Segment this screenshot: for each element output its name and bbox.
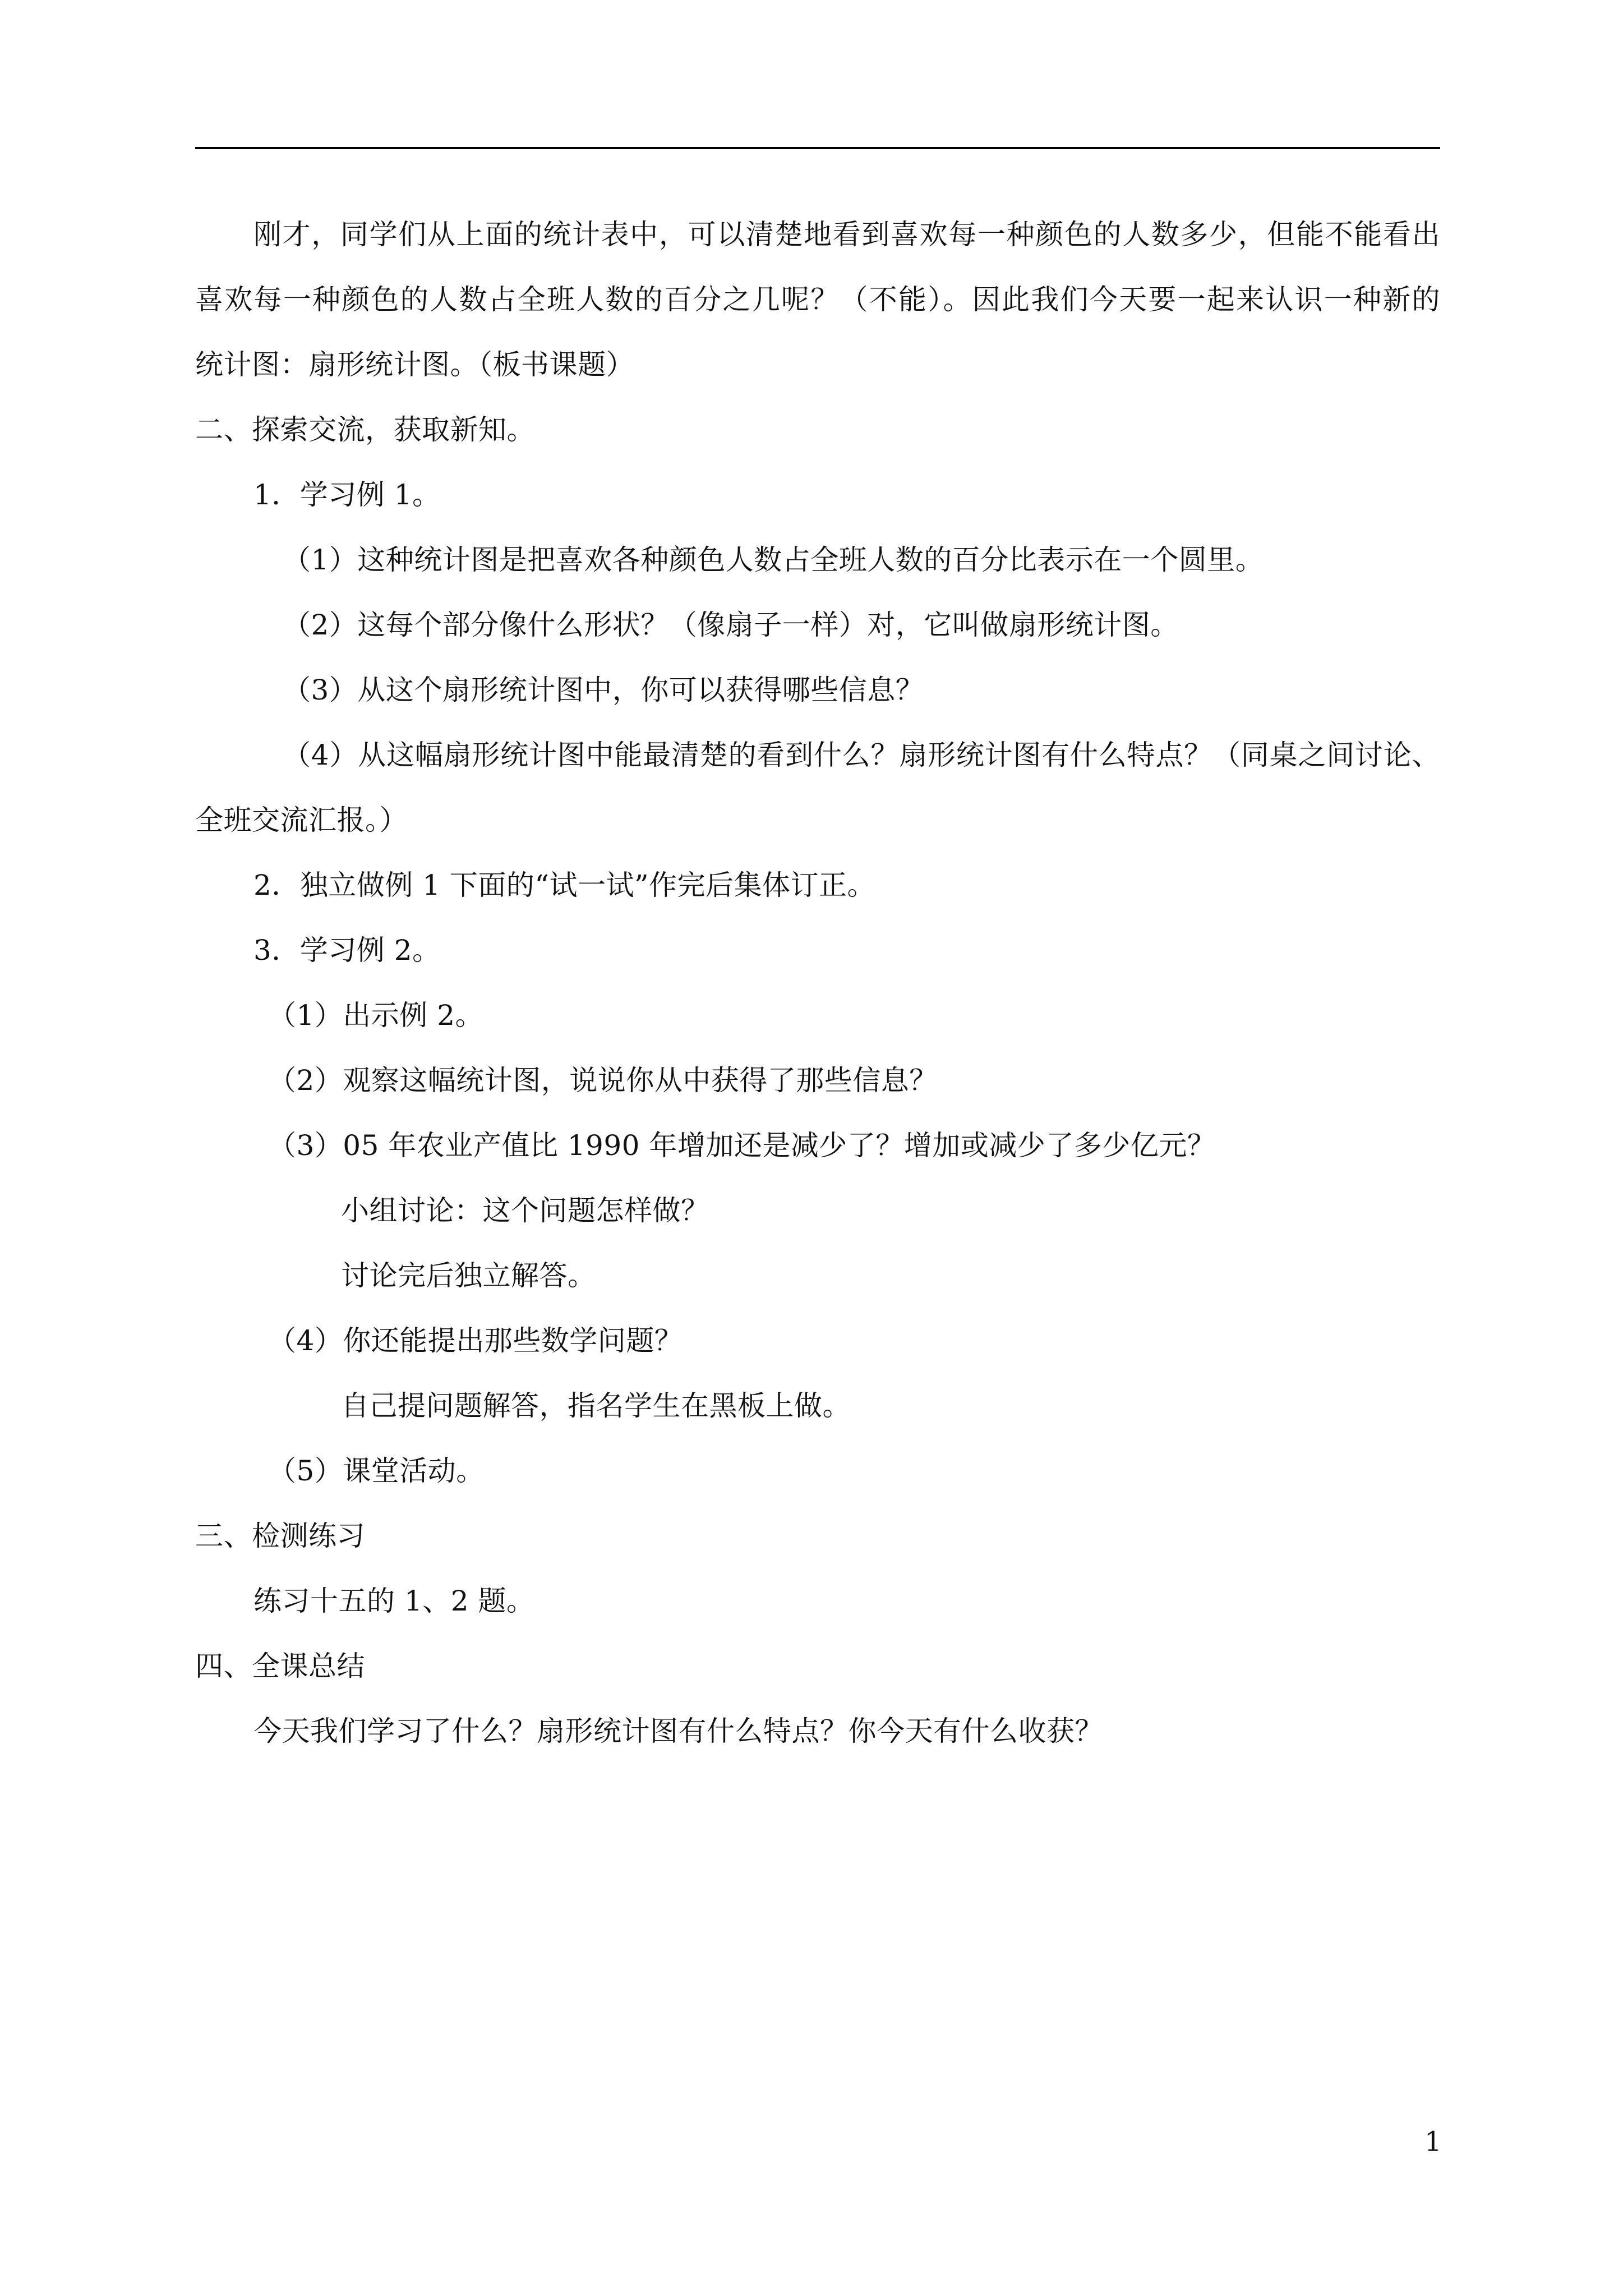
list-item: （1）出示例 2。 bbox=[268, 999, 484, 1032]
list-item: （2）这每个部分像什么形状？（像扇子一样）对，它叫做扇形统计图。 bbox=[283, 609, 1179, 641]
list-item: 2．独立做例 1 下面的“试一试”作完后集体订正。 bbox=[253, 869, 876, 901]
list-item: （3）05 年农业产值比 1990 年增加还是减少了？增加或减少了多少亿元？ bbox=[268, 1129, 1216, 1162]
list-item: （4）从这幅扇形统计图中能最清楚的看到什么？扇形统计图有什么特点？（同桌之间讨论、 bbox=[283, 739, 1440, 771]
section-heading: 二、探索交流，获取新知。 bbox=[195, 413, 535, 446]
page-number: 1 bbox=[1424, 2126, 1442, 2157]
paragraph-line: 小组讨论：这个问题怎样做？ bbox=[341, 1194, 709, 1227]
paragraph-line: 自己提问题解答，指名学生在黑板上做。 bbox=[341, 1389, 851, 1422]
paragraph-line: 统计图：扇形统计图。（板书课题） bbox=[195, 348, 634, 381]
list-item: （3）从这个扇形统计图中，你可以获得哪些信息？ bbox=[283, 674, 924, 706]
paragraph-line: 讨论完后独立解答。 bbox=[341, 1259, 596, 1292]
paragraph-line: 练习十五的 1、2 题。 bbox=[253, 1585, 535, 1617]
paragraph-line: 刚才，同学们从上面的统计表中，可以清楚地看到喜欢每一种颜色的人数多少，但能不能看出 bbox=[253, 218, 1440, 251]
paragraph-line: 喜欢每一种颜色的人数占全班人数的百分之几呢？（不能）。因此我们今天要一起来认识一种新的 bbox=[195, 283, 1440, 316]
list-item: （1）这种统计图是把喜欢各种颜色人数占全班人数的百分比表示在一个圆里。 bbox=[283, 544, 1264, 576]
list-item: （4）你还能提出那些数学问题？ bbox=[268, 1324, 683, 1357]
list-item: （2）观察这幅统计图，说说你从中获得了那些信息？ bbox=[268, 1064, 938, 1097]
paragraph-line: 全班交流汇报。） bbox=[195, 804, 408, 836]
section-heading: 三、检测练习 bbox=[195, 1520, 365, 1552]
header-rule bbox=[195, 147, 1440, 149]
list-item: （5）课堂活动。 bbox=[268, 1455, 485, 1487]
paragraph-line: 今天我们学习了什么？扇形统计图有什么特点？你今天有什么收获？ bbox=[253, 1715, 1103, 1747]
document-body bbox=[195, 202, 1440, 1764]
list-item: 1．学习例 1。 bbox=[253, 478, 441, 511]
section-heading: 四、全课总结 bbox=[195, 1650, 365, 1682]
list-item: 3．学习例 2。 bbox=[253, 934, 441, 967]
